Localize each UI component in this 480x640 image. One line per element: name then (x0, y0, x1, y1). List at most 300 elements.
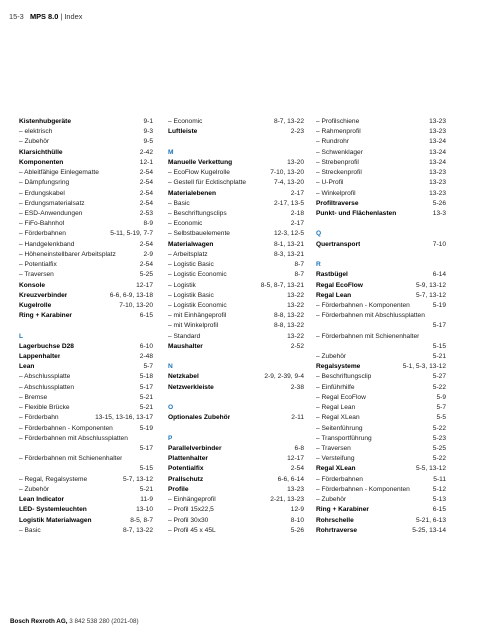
entry-term: Regal Lean (316, 291, 352, 299)
index-column-3 (316, 117, 446, 536)
index-subentry (19, 199, 153, 209)
index-letter-heading (19, 332, 153, 342)
index-entry (19, 516, 153, 526)
entry-term: – mit Einhängeprofil (168, 311, 226, 321)
entry-page-ref: 5-19 (139, 424, 153, 432)
entry-page-ref: 2-42 (139, 148, 153, 156)
index-entry (19, 281, 153, 291)
index-entry (19, 291, 153, 301)
index-subentry (168, 168, 304, 178)
entry-term: – FiFo-Bahnhof (19, 219, 64, 229)
entry-page-ref: 2-17 (290, 220, 304, 228)
entry-page-ref: 9-3 (143, 128, 153, 136)
entry-page-ref: 11-9 (140, 496, 153, 504)
index-subentry (316, 137, 446, 147)
entry-term: – Logistik (168, 281, 196, 291)
index-entry (168, 372, 304, 382)
entry-page-ref: 12-3, 12-5 (273, 230, 304, 238)
index-entry (168, 444, 304, 454)
entry-page-ref: 13-10 (136, 506, 153, 514)
entry-term: Lean (19, 363, 35, 371)
entry-term: – Profilschiene (316, 117, 359, 127)
brand-title: MPS 8.0 (29, 12, 59, 21)
index-subentry (316, 393, 446, 403)
header-separator: | (60, 12, 63, 21)
page-header (9, 12, 82, 21)
index-entry (168, 475, 304, 485)
index-entry (168, 127, 304, 137)
index-subentry (168, 516, 304, 526)
entry-term: – Beschriftungsclips (168, 209, 227, 219)
entry-term: – Förderbahnen (19, 229, 66, 239)
entry-term: Prallschutz (168, 475, 204, 483)
entry-page-ref: 5-19 (432, 301, 446, 309)
entry-term: – Standard (168, 332, 200, 342)
index-subentry (168, 270, 304, 280)
entry-page-ref: 8-10 (290, 516, 304, 524)
index-entry (19, 495, 153, 505)
entry-page-ref: 8-5, 8-7 (130, 516, 153, 524)
index-subentry (19, 189, 153, 199)
index-entry (316, 516, 446, 526)
entry-term: – Förderbahnen mit Abschlussplatten (19, 434, 128, 444)
entry-term: – Rahmenprofil (316, 127, 361, 137)
entry-page-ref: 13-20 (287, 158, 304, 166)
index-spacer (316, 250, 446, 260)
entry-page-ref: 2-17 (290, 189, 304, 197)
entry-page-ref: 5-21 (139, 485, 153, 493)
entry-page-ref: 5-23 (432, 434, 446, 442)
entry-page-ref: 2-21, 13-23 (270, 496, 304, 504)
entry-term: – Rundrohr (316, 137, 349, 147)
entry-page-ref: 2-54 (290, 465, 304, 473)
entry-term: – Traversen (19, 270, 54, 280)
entry-term: – Seitenführung (316, 424, 363, 434)
entry-page-ref: 5-26 (290, 526, 304, 534)
index-subentry (168, 505, 304, 515)
entry-page-ref: 2-54 (139, 199, 153, 207)
index-subentry (168, 281, 304, 291)
index-subentry (168, 209, 304, 219)
entry-term: LED- Systemleuchten (19, 506, 87, 514)
index-subentry (316, 158, 446, 168)
entry-page-ref: 13-23 (429, 169, 446, 177)
entry-term: M (168, 148, 174, 156)
entry-term: Rohrtraverse (316, 526, 358, 534)
entry-page-ref: 5-15 (432, 342, 446, 350)
entry-term: – Förderbahnen mit Schienenhalter (316, 332, 419, 342)
index-entry (168, 189, 304, 199)
footer-document: 3 842 538 280 (2021-08) (69, 618, 139, 625)
index-subentry (168, 495, 304, 505)
entry-page-ref: 7-4, 13-20 (273, 179, 304, 187)
entry-page-ref: 7-10, 13-20 (119, 301, 153, 309)
entry-page-ref: 12-1 (139, 158, 153, 166)
index-entry (19, 505, 153, 515)
index-subentry (316, 475, 446, 485)
entry-page-ref: 5-22 (432, 383, 446, 391)
index-subentry (316, 189, 446, 199)
entry-term: – Winkelprofil (316, 189, 356, 199)
index-entry (19, 117, 153, 127)
entry-page-ref: 13-3 (432, 209, 446, 217)
entry-page-ref: 5-25 (139, 271, 153, 279)
entry-term: – Zubehör (19, 137, 49, 147)
entry-term: Quertransport (316, 240, 361, 248)
index-subentry (168, 117, 304, 127)
entry-term: – Förderbahnen (316, 475, 363, 485)
index-subentry (316, 311, 446, 321)
entry-term: L (19, 332, 24, 340)
index-subentry (316, 495, 446, 505)
entry-term: – Selbstbauelemente (168, 229, 230, 239)
entry-page-ref: 2-53 (139, 209, 153, 217)
entry-term: – U-Profil (316, 178, 343, 188)
entry-page-ref: 13-24 (429, 158, 446, 166)
index-subentry (19, 250, 153, 260)
entry-term: – Basic (19, 526, 41, 536)
entry-page-ref: 2-54 (139, 261, 153, 269)
entry-term: – Förderbahn (19, 413, 59, 423)
entry-page-ref: 2-54 (139, 240, 153, 248)
index-subentry (316, 372, 446, 382)
entry-term: – Abschlussplatte (19, 372, 70, 382)
entry-page-ref: 5-9, 13-12 (415, 281, 446, 289)
index-subentry (19, 178, 153, 188)
entry-page-ref: 7-10, 13-20 (270, 169, 304, 177)
index-subentry (19, 424, 153, 434)
entry-term: Komponenten (19, 158, 64, 166)
index-subentry (168, 301, 304, 311)
index-continuation (316, 342, 446, 352)
entry-page-ref: 2-23 (290, 128, 304, 136)
entry-term: – Profil 15x22,5 (168, 505, 214, 515)
entry-page-ref: 8-1, 13-21 (273, 240, 304, 248)
entry-term: – Logistic Basic (168, 260, 214, 270)
index-entry (316, 464, 446, 474)
entry-term: Q (316, 230, 322, 238)
entry-term: Netzwerkleiste (168, 383, 214, 391)
entry-term: Manuelle Verkettung (168, 158, 233, 166)
entry-page-ref: 6-10 (139, 342, 153, 350)
entry-term: Regal EcoFlow (316, 281, 363, 289)
index-entry (316, 505, 446, 515)
entry-page-ref: 2-17, 13-5 (273, 199, 304, 207)
index-subentry (316, 168, 446, 178)
index-subentry (19, 403, 153, 413)
entry-term: – Logistic Economic (168, 270, 227, 280)
index-subentry (316, 117, 446, 127)
entry-page-ref: 13-24 (429, 148, 446, 156)
entry-page-ref: 8-9 (143, 220, 153, 228)
entry-page-ref: 5-21 (139, 393, 153, 401)
index-spacer (168, 352, 304, 362)
entry-page-ref: 5-26 (432, 199, 446, 207)
index-subentry (19, 454, 153, 464)
entry-term: – elektrisch (19, 127, 52, 137)
entry-page-ref: 5-21, 6-13 (415, 516, 446, 524)
entry-page-ref: 2-11 (291, 414, 304, 422)
entry-page-ref: 5-11, 5-19, 7-7 (110, 230, 153, 238)
entry-term: Lappenhalter (19, 353, 61, 361)
entry-page-ref: 5-12 (432, 485, 446, 493)
entry-term: – Förderbahnen - Komponenten (316, 301, 410, 311)
index-subentry (316, 485, 446, 495)
entry-term: Regal XLean (316, 465, 356, 473)
entry-page-ref: 6-8 (294, 445, 304, 452)
index-subentry (168, 219, 304, 229)
index-subentry (316, 352, 446, 362)
entry-term: – Regal Lean (316, 403, 355, 413)
index-entry (316, 526, 446, 536)
index-spacer (19, 321, 153, 331)
entry-page-ref: 6-14 (432, 271, 446, 279)
index-subentry (316, 301, 446, 311)
entry-page-ref: 12-17 (136, 281, 153, 289)
entry-page-ref: 13-15, 13-16, 13-17 (95, 414, 153, 422)
entry-term: – Förderbahnen - Komponenten (19, 424, 113, 434)
entry-term: – Schwenklager (316, 148, 363, 158)
entry-term: – Versteifung (316, 454, 355, 464)
index-subentry (19, 260, 153, 270)
entry-term: Kreuzverbinder (19, 291, 68, 299)
index-entry (168, 485, 304, 495)
index-subentry (316, 454, 446, 464)
entry-term: R (316, 261, 321, 269)
entry-page-ref: 8-8, 13-22 (273, 322, 304, 330)
index-entry (19, 311, 153, 321)
entry-term: – Förderbahnen mit Schienenhalter (19, 454, 122, 464)
index-entry (316, 240, 446, 250)
entry-page-ref: 5-5 (436, 414, 446, 422)
index-subentry (316, 148, 446, 158)
entry-term: Luftleiste (168, 128, 198, 136)
entry-term: – Transportführung (316, 434, 372, 444)
index-continuation (19, 444, 153, 454)
entry-page-ref: 5-17 (139, 445, 153, 452)
index-entry (316, 291, 446, 301)
index-letter-heading (316, 229, 446, 239)
index-column-2 (168, 117, 304, 536)
index-subentry (316, 178, 446, 188)
entry-page-ref: 7-10 (432, 240, 446, 248)
entry-term: – Gestell für Ecktischplatte (168, 178, 246, 188)
index-entry (19, 352, 153, 362)
index-letter-heading (168, 148, 304, 158)
index-entry (316, 199, 446, 209)
index-subentry (168, 260, 304, 270)
index-letter-heading (168, 362, 304, 372)
entry-page-ref: 5-7 (436, 404, 446, 412)
index-entry (19, 158, 153, 168)
footer-company: Bosch Rexroth AG, (10, 618, 68, 625)
entry-page-ref: 13-23 (429, 118, 446, 125)
index-letter-heading (316, 260, 446, 270)
entry-term: – EcoFlow Kugelrolle (168, 168, 230, 178)
index-subentry (168, 229, 304, 239)
entry-term: Profile (168, 485, 189, 493)
index-entry (316, 362, 446, 372)
entry-page-ref: 8-5, 8-7, 13-21 (260, 281, 304, 289)
entry-page-ref: 2-9, 2-39, 9-4 (264, 373, 304, 381)
entry-page-ref: 5-15 (139, 465, 153, 473)
entry-term: Lean Indicator (19, 496, 65, 504)
entry-term: – Arbeitsplatz (168, 250, 208, 260)
index-entry (168, 158, 304, 168)
index-subentry (19, 526, 153, 536)
index-subentry (316, 413, 446, 423)
index-continuation (316, 321, 446, 331)
index-entry (168, 464, 304, 474)
entry-page-ref: 5-1, 5-3, 13-12 (402, 363, 446, 371)
entry-term: – Ableitfähige Einlegematte (19, 168, 99, 178)
entry-term: – Profil 45 x 45L (168, 526, 216, 536)
entry-page-ref: 13-22 (287, 291, 304, 299)
entry-term: – Bremse (19, 393, 47, 403)
entry-term: – mit Winkelprofil (168, 321, 218, 331)
entry-term: – Beschriftungsclip (316, 372, 371, 382)
index-subentry (19, 393, 153, 403)
index-subentry (19, 219, 153, 229)
entry-term: Rohrschelle (316, 516, 354, 524)
index-entry (19, 362, 153, 372)
entry-term: Materialebenen (168, 189, 217, 197)
entry-page-ref: 5-7 (143, 363, 153, 371)
entry-page-ref: 13-24 (429, 138, 446, 146)
index-continuation (19, 464, 153, 474)
entry-term: – Erdungsmaterialsatz (19, 199, 85, 209)
entry-page-ref: 5-13 (432, 496, 446, 504)
entry-term: Ring + Karabiner (19, 312, 72, 320)
index-subentry (168, 199, 304, 209)
entry-term: – Erdungskabel (19, 189, 65, 199)
entry-term: – Einführhilfe (316, 383, 355, 393)
entry-term: Klarsichthülle (19, 148, 63, 156)
entry-term: – Streckenprofil (316, 168, 362, 178)
entry-term: N (168, 363, 173, 371)
index-entry (168, 454, 304, 464)
entry-page-ref: 13-23 (429, 189, 446, 197)
index-subentry (19, 240, 153, 250)
entry-term: – Profil 30x30 (168, 516, 208, 526)
entry-term: Parallelverbinder (168, 445, 222, 452)
index-subentry (316, 444, 446, 454)
index-subentry (316, 403, 446, 413)
index-spacer (168, 424, 304, 434)
entry-term: – Dämpfungsring (19, 178, 69, 188)
entry-term: Punkt- und Flächenlasten (316, 209, 397, 217)
entry-page-ref: 2-9 (143, 250, 153, 258)
entry-term: Profiltraverse (316, 199, 359, 207)
index-subentry (168, 291, 304, 301)
index-entry (316, 281, 446, 291)
index-subentry (316, 332, 446, 342)
index-entry (19, 342, 153, 352)
entry-page-ref: 5-22 (432, 455, 446, 463)
entry-page-ref: 9-5 (143, 138, 153, 146)
entry-term: – Regal EcoFlow (316, 393, 366, 403)
index-entry (19, 148, 153, 158)
index-subentry (19, 434, 153, 444)
index-subentry (19, 137, 153, 147)
entry-page-ref: 5-18 (139, 373, 153, 381)
entry-term: Potentialfix (168, 465, 204, 473)
entry-term: – Förderbahnen - Komponenten (316, 485, 410, 495)
entry-term: Regalsysteme (316, 363, 361, 371)
entry-page-ref: 5-17 (139, 383, 153, 391)
entry-page-ref: 9-1 (143, 118, 153, 125)
entry-term: – Zubehör (19, 485, 49, 495)
entry-page-ref: 8-8, 13-22 (273, 312, 304, 320)
entry-term: – Logistik Economic (168, 301, 227, 311)
entry-page-ref: 5-17 (432, 322, 446, 330)
entry-page-ref: 2-54 (139, 179, 153, 187)
index-letter-heading (168, 434, 304, 444)
index-entry (168, 342, 304, 352)
index-subentry (168, 321, 304, 331)
entry-term: Maushalter (168, 342, 203, 350)
entry-term: Kugelrolle (19, 301, 52, 309)
index-column-1 (19, 117, 153, 536)
entry-page-ref: 5-11 (433, 475, 446, 483)
entry-term: – Förderbahnen mit Abschlussplatten (316, 311, 425, 321)
entry-term: – Regal, Regalsysteme (19, 475, 87, 485)
entry-page-ref: 5-25 (432, 445, 446, 452)
page-number: 15-3 (9, 12, 24, 21)
entry-term: Ring + Karabiner (316, 506, 369, 514)
entry-page-ref: 12-9 (290, 506, 304, 514)
index-subentry (168, 311, 304, 321)
entry-page-ref: 6-6, 6-9, 13-18 (109, 291, 153, 299)
entry-page-ref: 2-54 (139, 169, 153, 177)
entry-page-ref: 2-52 (290, 342, 304, 350)
entry-page-ref: 2-18 (290, 209, 304, 217)
index-subentry (19, 127, 153, 137)
entry-term: – Höheneinstellbarer Arbeitsplatz (19, 250, 116, 260)
index-entry (168, 413, 304, 423)
entry-page-ref: 2-48 (139, 353, 153, 361)
index-letter-heading (168, 403, 304, 413)
entry-term: – Traversen (316, 444, 351, 454)
page-footer (10, 618, 139, 625)
entry-term: – ESD-Anwendungen (19, 209, 82, 219)
index-entry (168, 240, 304, 250)
entry-term: Materialwagen (168, 240, 214, 248)
index-subentry (19, 475, 153, 485)
index-subentry (19, 270, 153, 280)
index-spacer (168, 393, 304, 403)
entry-term: – Economic (168, 117, 202, 127)
entry-term: – Basic (168, 199, 190, 209)
entry-term: Logistik Materialwagen (19, 516, 92, 524)
entry-page-ref: 2-54 (139, 189, 153, 197)
entry-page-ref: 5-7, 13-12 (415, 291, 446, 299)
entry-term: Lagerbuchse D28 (19, 342, 74, 350)
entry-page-ref: 6-6, 6-14 (277, 475, 304, 483)
entry-term: – Flexible Brücke (19, 403, 70, 413)
index-entry (19, 301, 153, 311)
entry-term: – Einhängeprofil (168, 495, 216, 505)
index-spacer (168, 137, 304, 147)
entry-term: P (168, 434, 173, 442)
entry-page-ref: 8-7 (294, 271, 304, 279)
entry-page-ref: 6-15 (139, 312, 153, 320)
entry-term: Plattenhalter (168, 455, 208, 463)
index-subentry (316, 434, 446, 444)
entry-page-ref: 8-7, 13-22 (273, 118, 304, 125)
entry-term: Netzkabel (168, 373, 199, 381)
entry-page-ref: 13-23 (429, 179, 446, 187)
